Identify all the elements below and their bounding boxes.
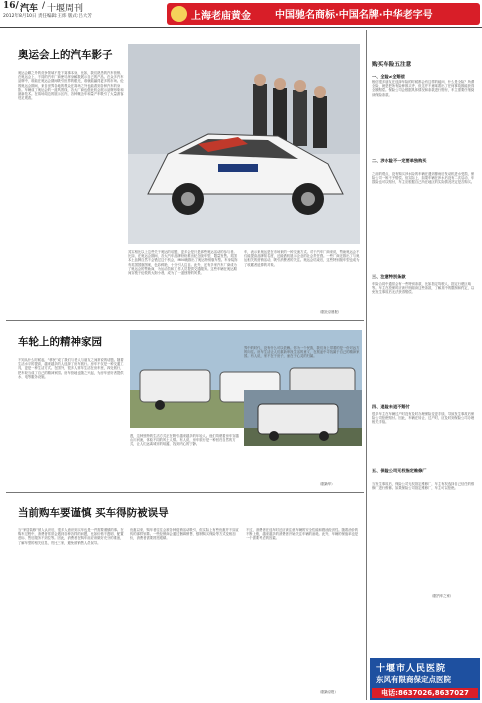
header: 16/ 汽车 / 十堰周刊 2012年8月10日 责任编辑:王炜 版式:吕大芳 上海老庙黄金 中国驰名商标·中国名牌·中华老字号 xyxy=(0,0,482,28)
brand-logo-icon xyxy=(171,6,187,22)
motorhome-photo xyxy=(244,390,362,446)
article3-author: （据新京报） xyxy=(318,690,338,694)
sidebar-s5: 五、保险公司无权指定维修厂 xyxy=(372,468,427,473)
sidebar-s2: 二、涉水险不一定要单独购买 xyxy=(372,158,427,163)
sidebar xyxy=(370,30,480,670)
ad-brand: 上海老庙黄金 xyxy=(191,11,251,22)
sidebar-s2-text: 之前的观点，没有购买涉水险的车辆在遇到暴雨后发动机进水受损，保险公司一般不予赔偿。但实际上，如果车辆在涉水后没有二次启动，车损险也可以赔付，车主应根据自己所在地区的实际情况决定是否购买。 xyxy=(372,172,475,185)
article3-col2: 优惠以来，购车者往往会被各种促销活动吸引，但实际上有些优惠并不如宣传的那样划算。一些经销商会通过捆绑销售、强制购买保险等方式变相加价，消费者需要擦亮眼睛。 xyxy=(130,528,239,541)
ad-banner xyxy=(167,3,480,25)
hospital-ad xyxy=(370,658,480,700)
ad-slogan: 中国驰名商标·中国名牌·中华老字号 xyxy=(275,10,433,21)
hospital-name: 十堰市人民医院 xyxy=(376,664,447,674)
article2-col1: 不知从什么时候起，“移民”成了我们与老人与朋友之间常说的话题。随着生活水平的提高，越来越多的人选择了房车旅行。房车不仅是一种交通工具，更是一种生活方式。在国外，很多人常年生活在房车里，四处旅行，把车轮当成了自己的精神家园。房车营地也随之兴起，为房车爱好者提供水、电等服务设施。 xyxy=(18,358,124,379)
sidebar-s1-text: 相信很多朋友在选择车险的时候都会有这样的疑问，什么是全险？所谓全险，就是把所有险种都买齐，但这并不意味着出了任何事故都能获得全额赔偿。保险公司会根据具体情况和条款进行赔付，车主需要仔细阅读保险条款。 xyxy=(372,80,475,97)
article1-col2: 其实相比以上这些关于奥运的话题，更多会是只是那些奥运活动的参与者。比如，在奥运会期间，各大汽车品牌纷纷推出纪念版车型，限量发售。英国本土品牌自然不会错过这个机会，MINI就推出了奥运特别版车型。车身装饰有英国国旗图案，色彩鲜艳，十分引人注目。此外，还有多家汽车厂商成为了奥运会的赞助商，为运动员和工作人员提供交通服务。这些车辆在奥运期间穿梭于伦敦的大街小巷，成为了一道独特的风景。 xyxy=(128,250,238,276)
article2-col3: 界中的时代，没有什么可以依赖。你为一个民族，我们身上带着的是一份对远方的向往。房车生活让人们重新审视生活的意义，在旅途中寻找属于自己的精神家园。有人说，家不在于房子，而在于心灵的归属。 xyxy=(244,346,360,359)
article2-col2: 透，这种独特的生活方式正在吸引越来越多的年轻人。他们驾驶着房车穿越山川河流，体验不同的风土人情。有人说，房车旅行是一种回归自然的方式，让人们远离城市的喧嚣，找到内心的宁静。 xyxy=(130,434,239,447)
sidebar-title: 购买车险五注意 xyxy=(372,62,412,68)
sidebar-s3-text: 车险合同中通常会有一些特别条款，比如指定驾驶人、指定行驶区域等。车主在投保时应该仔细阅读这些条款，了解其中的限制和约定，以免发生事故后无法获得赔偿。 xyxy=(372,282,475,295)
hospital-sub: 东风有限商保定点医院 xyxy=(376,675,451,684)
sidebar-s4: 四、退险未退不赔付 xyxy=(372,404,410,409)
hospital-phone: 电话:8637026,8637027 xyxy=(372,688,478,698)
sidebar-s1: 一、全险≠全赔偿 xyxy=(372,74,405,79)
section-sub: 十堰周刊 xyxy=(47,4,84,14)
article1-col3: 车，表示来奥运是在市场来的一种交流方式。对于汽车厂商来说，赞助奥运会不仅能提高品牌知名度，还能借机展示企业的社会责任感。一些厂商还推出了与奥运相关的营销活动，吸引消费者的关注。奥运会结束后，这些特别版车型也成为了收藏者追捧的对象。 xyxy=(244,250,360,267)
sidebar-s3: 三、注意特别条款 xyxy=(372,274,406,279)
article3-title: 当前购车要谨慎 买车得防被误导 xyxy=(18,507,169,519)
sidebar-s5-text: 当发生事故后，保险公司无权指定维修厂，车主有权选择自己信任的维修厂进行维修。如果保险公司指定维修厂，车主可以拒绝。 xyxy=(372,482,475,491)
mini-car-photo xyxy=(128,44,360,244)
page-label: 16/ xyxy=(3,1,19,11)
article3-col1: 当“家居装修”被人认识后，很多人意识到买车也是一件需要谨慎的事。在购车过程中，消费者常常会遇到各种各样的问题，比如价格不透明、配置虚标、售后服务不到位等。因此，消费者在购车前应该做好充分的准备，了解车型的相关信息，货比三家，避免被销售人员误导。 xyxy=(18,528,124,545)
sidebar-s4-text: 很多车主在车辆过户时没有及时办理保险变更手续，导致发生事故后保险公司拒绝赔付。因此，车辆在转让、过户时，应及时到保险公司办理相关手续。 xyxy=(372,412,475,425)
date-line: 2012年8月10日 责任编辑:王炜 版式:吕大芳 xyxy=(3,14,92,19)
article1-author: （据北京晨报） xyxy=(318,310,342,314)
sidebar-author: （据汽车之家） xyxy=(430,594,454,598)
article2-title: 车轮上的精神家园 xyxy=(18,336,102,348)
article1-col1: 奥运会聊之外的竞争领域不是下赛事本身，比如，我们熟悉的汽车营销,在奥运会上，不同的汽车厂商使尽浑身解数展示自己的产品。在众多汽车品牌中，谁能在奥运会期间吸引世界的眼光，谁就能赢得更多的市场。伦敦奥运会期间，来自世界各地的观众在赛场之外也能看到各种汽车的身影。车辆成了奥运会的一道风景线，各大厂商也借此机会展示品牌形象和最新技术。在赛场周边的展示区内，各种概念车和量产车吸引了大量游客驻足观看。 xyxy=(18,71,124,101)
section-label: 汽车 xyxy=(20,4,39,14)
article2-author: （据新华） xyxy=(318,482,335,486)
article1-title: 奥运会上的汽车影子 xyxy=(18,49,113,61)
article3-col3: 不过，消费者在选车时还应该注意车辆的安全性能和燃油经济性。随着油价的不断上涨，越来越多的消费者开始关注车辆的油耗。此外，车辆的保值率也是一个需要考虑的因素。 xyxy=(246,528,359,541)
